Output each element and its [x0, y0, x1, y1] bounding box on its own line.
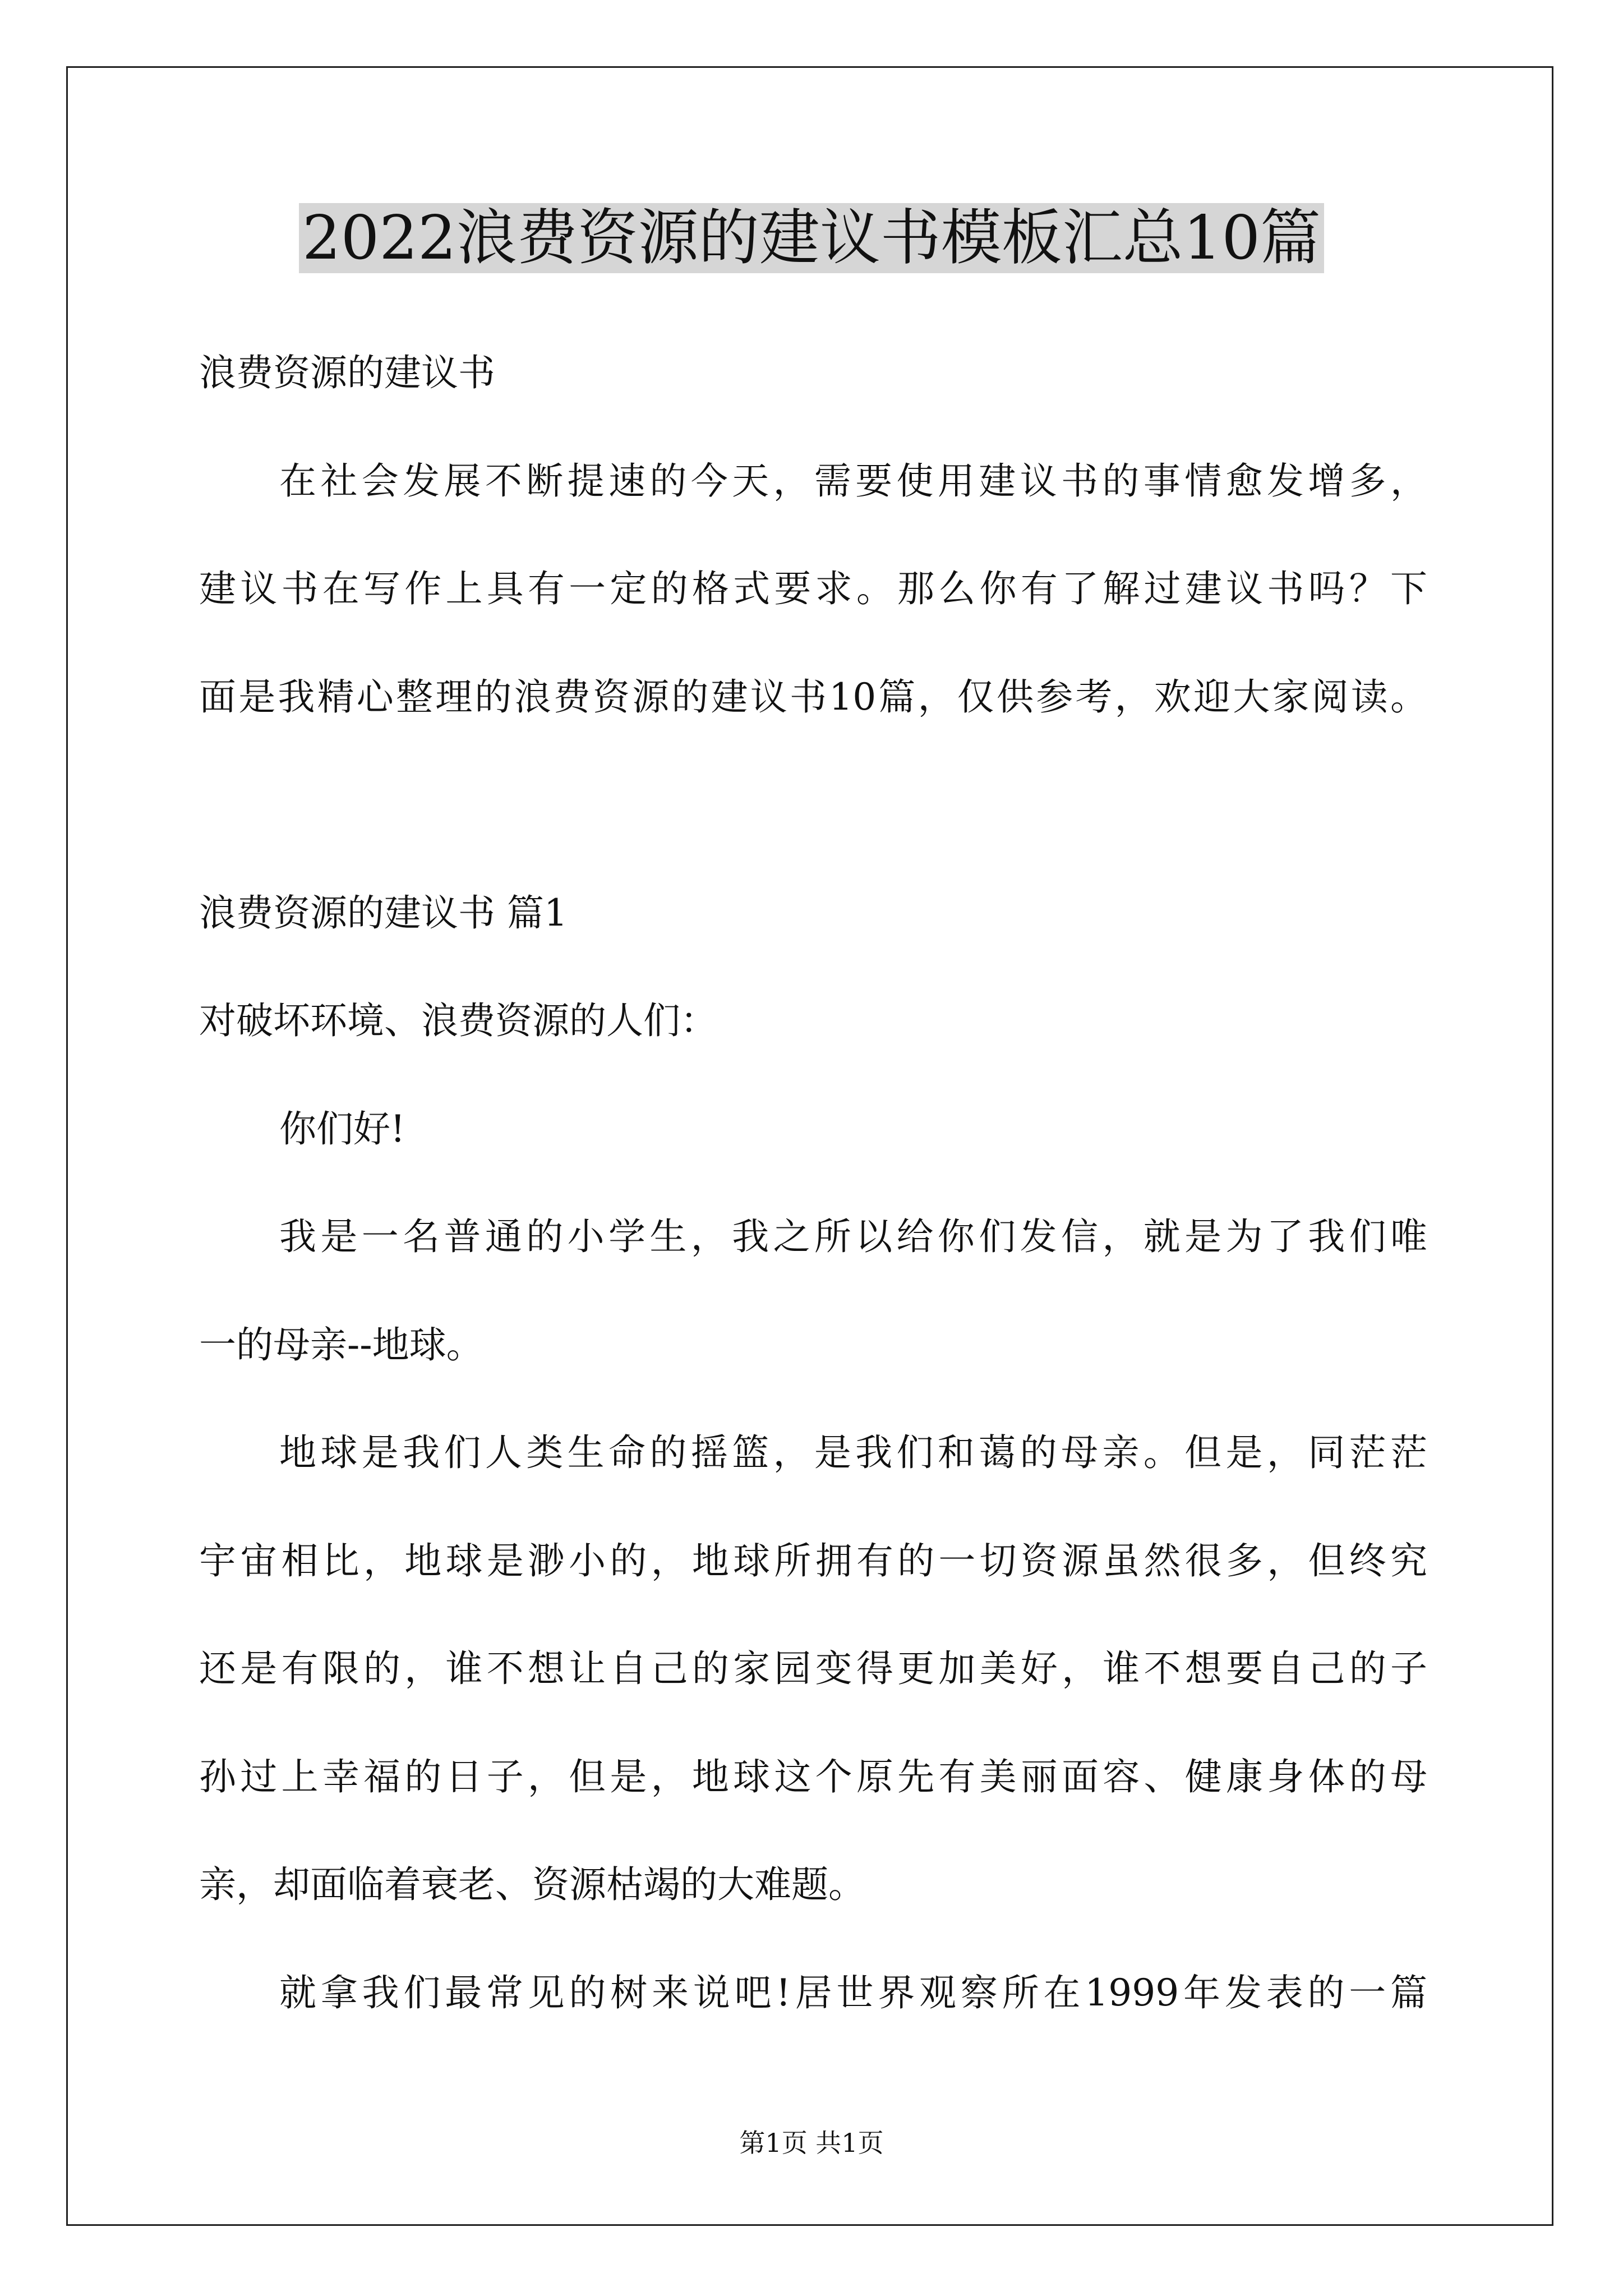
section-heading: 浪费资源的建议书 篇1 [199, 891, 568, 935]
document-title [0, 196, 1623, 280]
paragraph-line: 亲，却面临着衰老、资源枯竭的大难题。 [199, 1863, 865, 1906]
salutation-line: 对破坏环境、浪费资源的人们： [199, 999, 717, 1042]
paragraph-line: 孙过上幸福的日子，但是，地球这个原先有美丽面容、健康身体的母 [199, 1755, 1427, 1798]
paragraph-line: 还是有限的，谁不想让自己的家园变得更加美好，谁不想要自己的子 [199, 1647, 1427, 1690]
paragraph-line: 地球是我们人类生命的摇篮，是我们和蔼的母亲。但是，同茫茫 [279, 1431, 1427, 1474]
paragraph-line: 面是我精心整理的浪费资源的建议书10篇，仅供参考，欢迎大家阅读。 [199, 675, 1427, 719]
paragraph-line: 在社会发展不断提速的今天，需要使用建议书的事情愈发增多， [279, 459, 1427, 503]
paragraph-line: 建议书在写作上具有一定的格式要求。那么你有了解过建议书吗？下 [199, 567, 1427, 610]
greeting-line: 你们好! [279, 1107, 405, 1151]
paragraph-line: 就拿我们最常见的树来说吧!居世界观察所在1999年发表的一篇 [279, 1971, 1427, 2014]
subtitle-line: 浪费资源的建议书 [199, 351, 495, 394]
document-title-text: 2022浪费资源的建议书模板汇总10篇 [299, 203, 1324, 273]
paragraph-line: 我是一名普通的小学生，我之所以给你们发信，就是为了我们唯 [279, 1215, 1427, 1258]
paragraph-line: 一的母亲--地球。 [199, 1323, 483, 1366]
paragraph-line: 宇宙相比，地球是渺小的，地球所拥有的一切资源虽然很多，但终究 [199, 1539, 1427, 1582]
page-footer: 第1页 共1页 [739, 2128, 884, 2158]
